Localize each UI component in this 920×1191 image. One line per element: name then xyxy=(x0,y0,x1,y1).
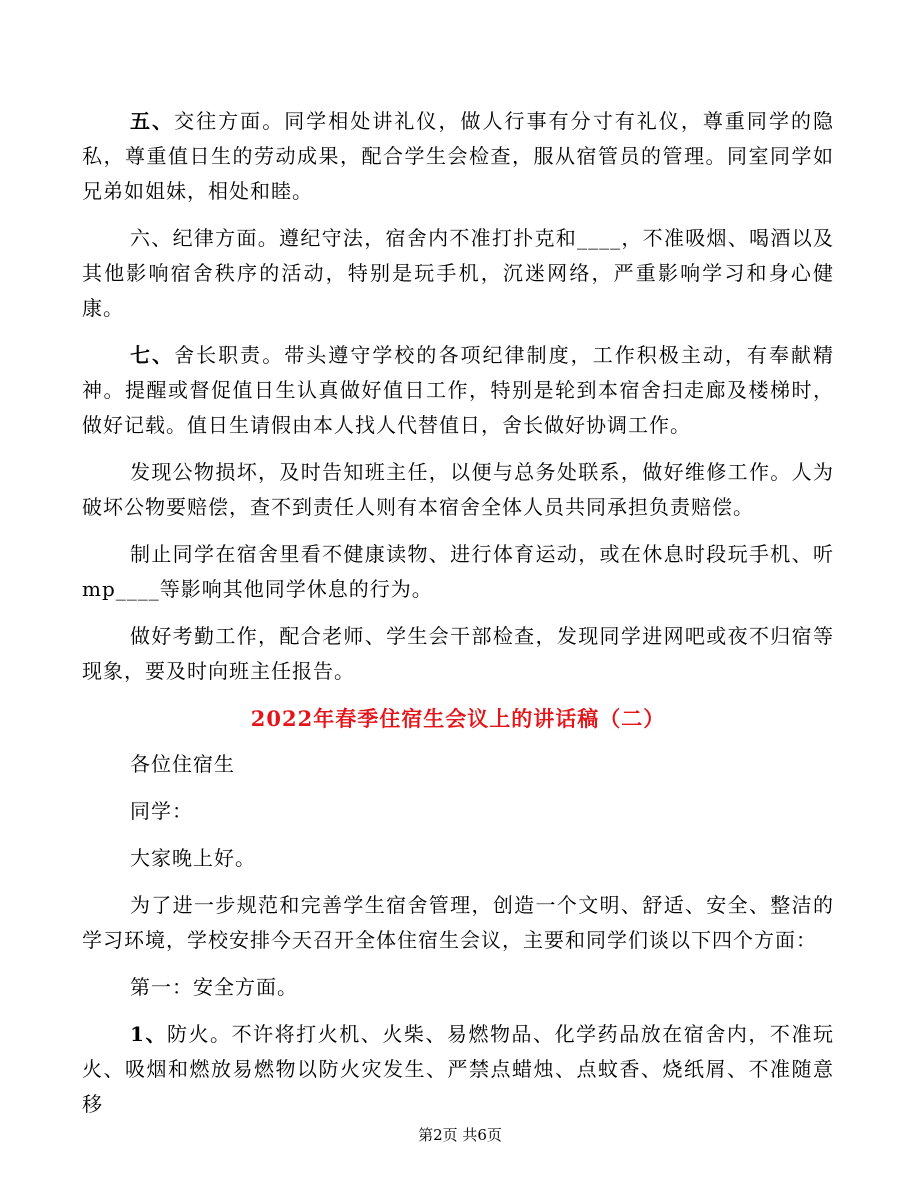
greeting-line: 大家晚上好。 xyxy=(130,846,256,870)
paragraph-intro: 为了进一步规范和完善学生宿舍管理，创造一个文明、舒适、安全、整洁的学习环境，学校安排今天召开全体住宿生会议，主要和同学们谈以下四个方面： xyxy=(82,893,834,952)
paragraph-fire-safety xyxy=(82,1017,834,1122)
document-body xyxy=(82,104,834,1134)
paragraph-text: 制止同学在宿舍里看不健康读物、进行体育运动，或在休息时段玩手机、听mp____等影响其他同学休息的行为。 xyxy=(82,542,834,601)
paragraph-lead: 1、 xyxy=(130,1022,167,1046)
paragraph-stop-behaviors xyxy=(82,537,834,607)
paragraph-attendance xyxy=(82,619,834,689)
paragraph-interaction xyxy=(82,104,834,209)
paragraph-property-damage xyxy=(82,455,834,525)
paragraph-text: 做好考勤工作，配合老师、学生会干部检查，发现同学进网吧或夜不归宿等现象，要及时向班主任报告。 xyxy=(82,624,834,683)
paragraph-lead: 七、 xyxy=(130,343,175,367)
paragraph-dorm-leader xyxy=(82,338,834,443)
paragraph-text: 交往方面。同学相处讲礼仪，做人行事有分寸有礼仪，尊重同学的隐私，尊重值日生的劳动成果，配合学生会检查，服从宿管员的管理。同室同学如兄弟如姐妹，相处和睦。 xyxy=(82,109,835,203)
greeting-line: 同学： xyxy=(130,799,193,823)
paragraph-lead: 五、 xyxy=(130,109,175,133)
greeting-line: 各位住宿生 xyxy=(130,752,235,776)
section-title: 2022年春季住宿生会议上的讲话稿（二） xyxy=(250,706,666,731)
subsection-heading: 第一：安全方面。 xyxy=(130,975,298,999)
paragraph-discipline xyxy=(82,221,834,326)
page-number-footer: 第2页 共6页 xyxy=(418,1126,502,1144)
paragraph-text: 舍长职责。带头遵守学校的各项纪律制度，工作积极主动，有奉献精神。提醒或督促值日生认真做好值日工作，特别是轮到本宿舍扫走廊及楼梯时，做好记载。值日生请假由本人找人代替值日，舍长做好协调工作。 xyxy=(82,343,835,437)
paragraph-text: 六、纪律方面。遵纪守法，宿舍内不准打扑克和____，不准吸烟、喝酒以及其他影响宿舍秩序的活动，特别是玩手机，沉迷网络，严重影响学习和身心健康。 xyxy=(82,226,834,320)
paragraph-text: 发现公物损坏，及时告知班主任，以便与总务处联系，做好维修工作。人为破坏公物要赔偿，查不到责任人则有本宿舍全体人员共同承担负责赔偿。 xyxy=(82,460,834,519)
paragraph-text: 防火。不许将打火机、火柴、易燃物品、化学药品放在宿舍内，不准玩火、吸烟和燃放易燃物以防火灾发生、严禁点蜡烛、点蚊香、烧纸屑、不准随意移 xyxy=(82,1022,834,1116)
